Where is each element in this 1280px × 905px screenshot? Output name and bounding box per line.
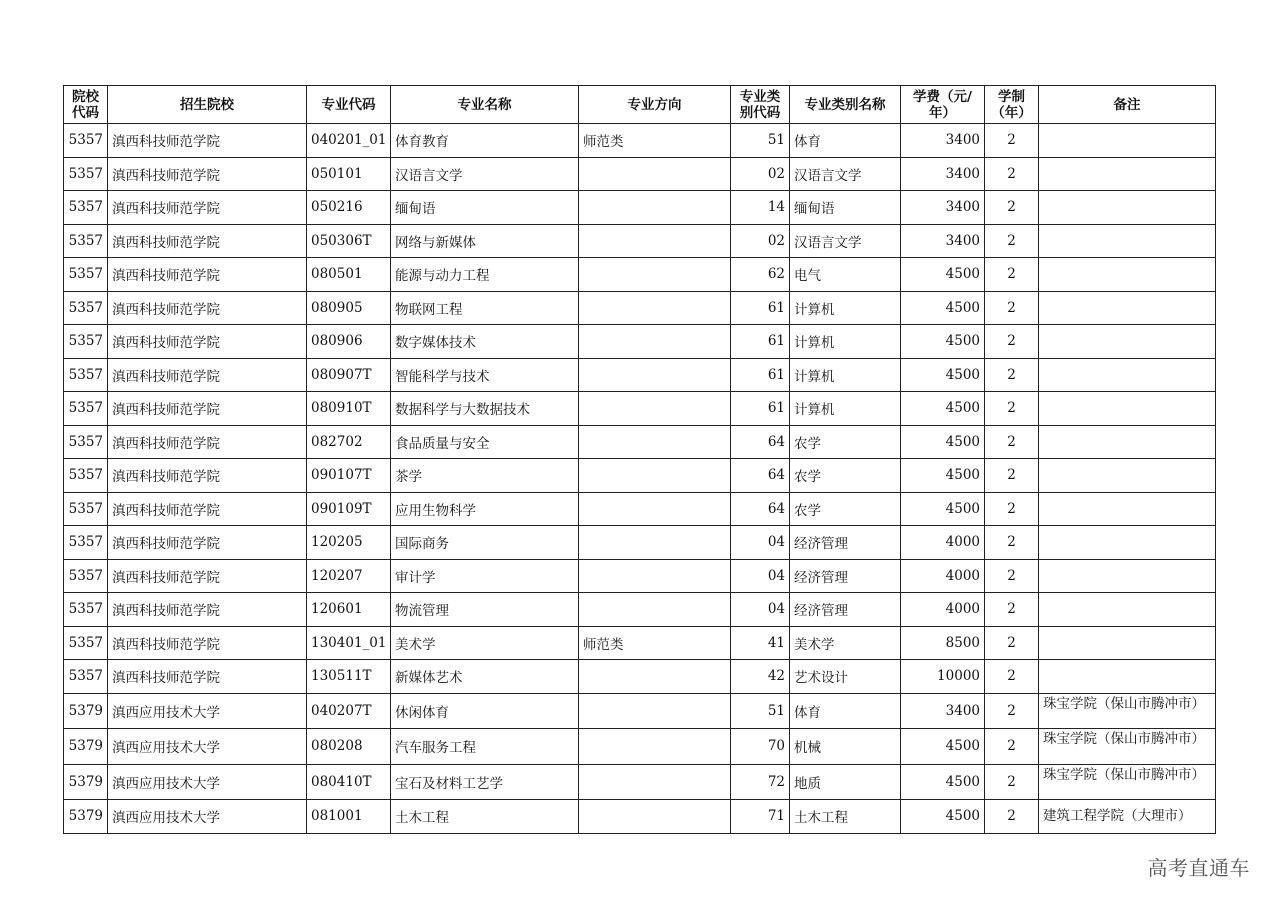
cell-years: 2 [985, 291, 1039, 325]
cell-school-name: 滇西科技师范学院 [108, 124, 307, 158]
cell-fee: 4500 [901, 800, 985, 834]
cell-major-name: 土木工程 [391, 800, 579, 834]
cell-years: 2 [985, 693, 1039, 729]
cell-direction [579, 693, 731, 729]
cell-school-code: 5357 [64, 492, 108, 526]
cell-major-name: 能源与动力工程 [391, 258, 579, 292]
cell-fee: 3400 [901, 157, 985, 191]
table-row [64, 729, 1216, 765]
cell-fee: 8500 [901, 626, 985, 660]
cell-category-code: 61 [731, 325, 790, 359]
cell-category-name: 经济管理 [790, 559, 901, 593]
cell-major-code: 120205 [307, 526, 391, 560]
cell-direction [579, 191, 731, 225]
cell-direction [579, 358, 731, 392]
cell-direction [579, 526, 731, 560]
cell-school-code: 5357 [64, 660, 108, 694]
table-row [64, 358, 1216, 392]
cell-direction [579, 593, 731, 627]
cell-fee: 4500 [901, 392, 985, 426]
table-row [64, 224, 1216, 258]
table-row [64, 800, 1216, 834]
cell-category-name: 经济管理 [790, 593, 901, 627]
cell-major-code: 090107T [307, 459, 391, 493]
cell-school-name: 滇西科技师范学院 [108, 559, 307, 593]
cell-school-name: 滇西科技师范学院 [108, 425, 307, 459]
cell-category-name: 计算机 [790, 392, 901, 426]
cell-school-code: 5357 [64, 559, 108, 593]
cell-category-name: 地质 [790, 764, 901, 800]
cell-major-code: 130401_01 [307, 626, 391, 660]
cell-direction [579, 224, 731, 258]
cell-major-name: 应用生物科学 [391, 492, 579, 526]
cell-major-code: 080906 [307, 325, 391, 359]
cell-major-name: 国际商务 [391, 526, 579, 560]
cell-school-code: 5357 [64, 358, 108, 392]
note-text: 珠宝学院（保山市腾冲市） [1043, 695, 1205, 712]
cell-category-name: 体育 [790, 124, 901, 158]
cell-years: 2 [985, 593, 1039, 627]
cell-years: 2 [985, 626, 1039, 660]
table-body [64, 124, 1216, 834]
table-row [64, 425, 1216, 459]
table-row [64, 626, 1216, 660]
cell-category-name: 美术学 [790, 626, 901, 660]
cell-major-name: 汉语言文学 [391, 157, 579, 191]
cell-school-code: 5379 [64, 693, 108, 729]
cell-note [1039, 224, 1216, 258]
cell-major-code: 120207 [307, 559, 391, 593]
cell-category-name: 计算机 [790, 325, 901, 359]
cell-school-name: 滇西科技师范学院 [108, 191, 307, 225]
cell-note [1039, 626, 1216, 660]
cell-direction [579, 492, 731, 526]
table-row [64, 593, 1216, 627]
table-row [64, 258, 1216, 292]
cell-school-name: 滇西科技师范学院 [108, 660, 307, 694]
cell-category-code: 51 [731, 693, 790, 729]
cell-major-code: 120601 [307, 593, 391, 627]
cell-category-code: 04 [731, 526, 790, 560]
cell-major-code: 082702 [307, 425, 391, 459]
cell-major-code: 130511T [307, 660, 391, 694]
cell-major-name: 智能科学与技术 [391, 358, 579, 392]
cell-direction: 师范类 [579, 626, 731, 660]
cell-note [1039, 492, 1216, 526]
cell-school-name: 滇西科技师范学院 [108, 224, 307, 258]
cell-major-code: 040201_01 [307, 124, 391, 158]
cell-note [1039, 392, 1216, 426]
cell-category-code: 14 [731, 191, 790, 225]
header-category-code: 专业类别代码 [731, 86, 790, 124]
cell-school-code: 5357 [64, 258, 108, 292]
cell-school-name: 滇西应用技术大学 [108, 693, 307, 729]
cell-direction [579, 660, 731, 694]
cell-direction [579, 157, 731, 191]
cell-school-name: 滇西科技师范学院 [108, 492, 307, 526]
cell-years: 2 [985, 191, 1039, 225]
cell-major-name: 网络与新媒体 [391, 224, 579, 258]
cell-direction [579, 764, 731, 800]
cell-category-code: 04 [731, 593, 790, 627]
cell-major-name: 审计学 [391, 559, 579, 593]
cell-category-code: 61 [731, 291, 790, 325]
header-note: 备注 [1039, 86, 1216, 124]
cell-school-name: 滇西科技师范学院 [108, 325, 307, 359]
cell-years: 2 [985, 559, 1039, 593]
cell-years: 2 [985, 425, 1039, 459]
cell-school-code: 5357 [64, 392, 108, 426]
table-row [64, 764, 1216, 800]
cell-category-name: 计算机 [790, 358, 901, 392]
cell-category-code: 41 [731, 626, 790, 660]
table-row [64, 559, 1216, 593]
header-school-name: 招生院校 [108, 86, 307, 124]
cell-major-name: 新媒体艺术 [391, 660, 579, 694]
cell-school-name: 滇西科技师范学院 [108, 358, 307, 392]
header-years: 学制（年） [985, 86, 1039, 124]
cell-school-code: 5379 [64, 764, 108, 800]
cell-major-code: 080905 [307, 291, 391, 325]
cell-school-name: 滇西科技师范学院 [108, 526, 307, 560]
cell-category-name: 农学 [790, 492, 901, 526]
cell-school-name: 滇西科技师范学院 [108, 258, 307, 292]
cell-category-name: 机械 [790, 729, 901, 765]
cell-category-code: 51 [731, 124, 790, 158]
cell-school-code: 5357 [64, 191, 108, 225]
watermark-text: 高考直通车 [1147, 856, 1250, 880]
cell-school-code: 5379 [64, 729, 108, 765]
cell-category-name: 农学 [790, 425, 901, 459]
cell-school-code: 5357 [64, 157, 108, 191]
cell-years: 2 [985, 459, 1039, 493]
cell-years: 2 [985, 392, 1039, 426]
cell-category-name: 艺术设计 [790, 660, 901, 694]
cell-major-name: 数据科学与大数据技术 [391, 392, 579, 426]
cell-major-code: 081001 [307, 800, 391, 834]
table-row [64, 526, 1216, 560]
cell-note [1039, 325, 1216, 359]
cell-major-name: 缅甸语 [391, 191, 579, 225]
cell-note [1039, 157, 1216, 191]
cell-major-code: 050216 [307, 191, 391, 225]
cell-category-name: 缅甸语 [790, 191, 901, 225]
cell-years: 2 [985, 224, 1039, 258]
cell-fee: 4500 [901, 425, 985, 459]
cell-years: 2 [985, 764, 1039, 800]
cell-category-name: 汉语言文学 [790, 224, 901, 258]
cell-fee: 4500 [901, 258, 985, 292]
admission-table [63, 85, 1216, 834]
cell-category-code: 72 [731, 764, 790, 800]
cell-category-code: 64 [731, 459, 790, 493]
cell-major-name: 宝石及材料工艺学 [391, 764, 579, 800]
table-row [64, 124, 1216, 158]
cell-school-code: 5357 [64, 593, 108, 627]
cell-note: 建筑工程学院（大理市） [1039, 800, 1216, 834]
cell-note [1039, 593, 1216, 627]
cell-category-code: 71 [731, 800, 790, 834]
cell-category-name: 体育 [790, 693, 901, 729]
table-row [64, 191, 1216, 225]
cell-major-code: 080907T [307, 358, 391, 392]
cell-fee: 4500 [901, 325, 985, 359]
cell-fee: 4500 [901, 291, 985, 325]
table-row [64, 693, 1216, 729]
cell-category-code: 42 [731, 660, 790, 694]
cell-category-code: 61 [731, 358, 790, 392]
table-row [64, 157, 1216, 191]
cell-category-code: 02 [731, 224, 790, 258]
cell-fee: 4500 [901, 729, 985, 765]
cell-school-code: 5357 [64, 626, 108, 660]
cell-school-code: 5357 [64, 526, 108, 560]
cell-major-name: 物流管理 [391, 593, 579, 627]
cell-major-code: 050306T [307, 224, 391, 258]
cell-fee: 4500 [901, 492, 985, 526]
header-category-name: 专业类别名称 [790, 86, 901, 124]
cell-years: 2 [985, 660, 1039, 694]
header-school-code: 院校代码 [64, 86, 108, 124]
cell-years: 2 [985, 492, 1039, 526]
cell-school-code: 5357 [64, 325, 108, 359]
cell-fee: 4000 [901, 526, 985, 560]
cell-years: 2 [985, 800, 1039, 834]
cell-major-code: 040207T [307, 693, 391, 729]
cell-major-name: 物联网工程 [391, 291, 579, 325]
cell-fee: 4000 [901, 559, 985, 593]
cell-direction: 师范类 [579, 124, 731, 158]
cell-direction [579, 392, 731, 426]
cell-category-code: 62 [731, 258, 790, 292]
cell-note [1039, 526, 1216, 560]
cell-years: 2 [985, 157, 1039, 191]
cell-major-name: 食品质量与安全 [391, 425, 579, 459]
cell-category-name: 农学 [790, 459, 901, 493]
cell-category-name: 经济管理 [790, 526, 901, 560]
cell-major-name: 体育教育 [391, 124, 579, 158]
cell-note [1039, 191, 1216, 225]
cell-note [1039, 124, 1216, 158]
cell-direction [579, 425, 731, 459]
cell-school-code: 5357 [64, 291, 108, 325]
cell-category-name: 汉语言文学 [790, 157, 901, 191]
cell-school-code: 5357 [64, 124, 108, 158]
table-header-row [64, 86, 1216, 124]
cell-note [1039, 559, 1216, 593]
cell-note [1039, 358, 1216, 392]
cell-school-code: 5379 [64, 800, 108, 834]
note-text: 珠宝学院（保山市腾冲市） [1043, 731, 1205, 747]
header-fee: 学费（元/年） [901, 86, 985, 124]
cell-category-code: 04 [731, 559, 790, 593]
cell-fee: 10000 [901, 660, 985, 694]
cell-fee: 3400 [901, 124, 985, 158]
cell-school-code: 5357 [64, 224, 108, 258]
cell-major-name: 茶学 [391, 459, 579, 493]
table-row [64, 392, 1216, 426]
cell-note [1039, 291, 1216, 325]
note-text: 珠宝学院（保山市腾冲市） [1043, 766, 1205, 783]
cell-school-name: 滇西科技师范学院 [108, 291, 307, 325]
cell-school-name: 滇西应用技术大学 [108, 800, 307, 834]
cell-years: 2 [985, 729, 1039, 765]
cell-school-name: 滇西科技师范学院 [108, 392, 307, 426]
cell-major-name: 美术学 [391, 626, 579, 660]
cell-major-name: 汽车服务工程 [391, 729, 579, 765]
cell-note [1039, 693, 1216, 729]
cell-years: 2 [985, 526, 1039, 560]
table-row [64, 660, 1216, 694]
cell-years: 2 [985, 358, 1039, 392]
cell-category-code: 61 [731, 392, 790, 426]
cell-major-name: 数字媒体技术 [391, 325, 579, 359]
cell-direction [579, 800, 731, 834]
cell-major-code: 050101 [307, 157, 391, 191]
cell-note [1039, 660, 1216, 694]
cell-note [1039, 729, 1216, 765]
cell-major-code: 080410T [307, 764, 391, 800]
cell-school-name: 滇西科技师范学院 [108, 459, 307, 493]
cell-note [1039, 425, 1216, 459]
cell-note [1039, 258, 1216, 292]
table-row [64, 459, 1216, 493]
header-major-name: 专业名称 [391, 86, 579, 124]
cell-school-name: 滇西科技师范学院 [108, 626, 307, 660]
cell-category-code: 70 [731, 729, 790, 765]
cell-category-code: 64 [731, 425, 790, 459]
cell-category-code: 02 [731, 157, 790, 191]
cell-years: 2 [985, 325, 1039, 359]
cell-category-name: 电气 [790, 258, 901, 292]
cell-major-code: 080501 [307, 258, 391, 292]
cell-school-name: 滇西科技师范学院 [108, 593, 307, 627]
cell-direction [579, 459, 731, 493]
cell-years: 2 [985, 124, 1039, 158]
cell-school-code: 5357 [64, 459, 108, 493]
cell-direction [579, 559, 731, 593]
cell-fee: 4500 [901, 764, 985, 800]
cell-direction [579, 325, 731, 359]
cell-fee: 4000 [901, 593, 985, 627]
cell-category-code: 64 [731, 492, 790, 526]
cell-note [1039, 459, 1216, 493]
cell-school-name: 滇西科技师范学院 [108, 157, 307, 191]
cell-major-code: 080910T [307, 392, 391, 426]
cell-category-name: 土木工程 [790, 800, 901, 834]
cell-fee: 4500 [901, 358, 985, 392]
table-row [64, 325, 1216, 359]
cell-direction [579, 729, 731, 765]
header-direction: 专业方向 [579, 86, 731, 124]
cell-fee: 4500 [901, 459, 985, 493]
cell-fee: 3400 [901, 693, 985, 729]
cell-years: 2 [985, 258, 1039, 292]
table-row [64, 291, 1216, 325]
cell-direction [579, 291, 731, 325]
cell-school-name: 滇西应用技术大学 [108, 729, 307, 765]
cell-category-name: 计算机 [790, 291, 901, 325]
cell-note [1039, 764, 1216, 800]
cell-fee: 3400 [901, 224, 985, 258]
cell-fee: 3400 [901, 191, 985, 225]
cell-major-name: 休闲体育 [391, 693, 579, 729]
table-row [64, 492, 1216, 526]
cell-school-code: 5357 [64, 425, 108, 459]
cell-major-code: 090109T [307, 492, 391, 526]
cell-direction [579, 258, 731, 292]
header-major-code: 专业代码 [307, 86, 391, 124]
cell-school-name: 滇西应用技术大学 [108, 764, 307, 800]
cell-major-code: 080208 [307, 729, 391, 765]
